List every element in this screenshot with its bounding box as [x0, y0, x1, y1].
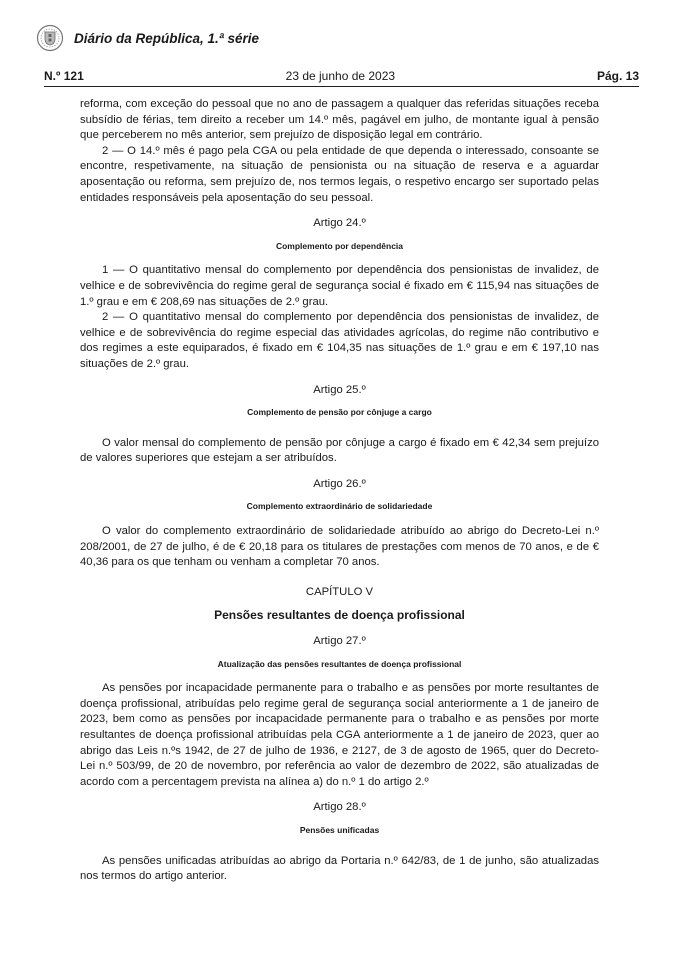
journal-title: Diário da República, 1.ª série — [74, 30, 260, 46]
chapter-title: Pensões resultantes de doença profissional — [214, 608, 465, 623]
page-number: Pág. 13 — [596, 69, 639, 83]
article-28-paragraph-1: As pensões unificadas atribuídas ao abrigo da Portaria n.º 642/83, de 1 de junho, são atualizadas nos termos do artigo anterior. — [80, 854, 599, 883]
article-24-title: Artigo 24.º — [313, 217, 366, 230]
article-28-title: Artigo 28.º — [313, 801, 366, 814]
article-24-paragraph-2: 2 — O quantitativo mensal do complemento por dependência dos pensionistas de invalidez, de velhice e de sobrevivência do regime especial das atividades agrícolas, do regime não contributivo e dos regimes a este equiparados, é fixado em € 104,35 nas situações de 1.º grau e em € 197,10 nas situações de 2.º grau. — [80, 311, 599, 370]
article-25-title: Artigo 25.º — [313, 383, 366, 396]
article-27-heading: Atualização das pensões resultantes de doença profissional — [217, 658, 462, 669]
paragraph-item-2: 2 — O 14.º mês é pago pela CGA ou pela entidade de que dependa o interessado, consoante se encontre, respetivamente, na situação de pensionista ou na situação de reserva e a aguardar aposentação ou reforma, sem prejuízo de, nos termos legais, o respetivo encargo ser suportado pelas entidades responsáveis pela aposentação do seu pessoal. — [80, 144, 599, 204]
issue-date: 23 de junho de 2023 — [285, 69, 396, 83]
document-body — [80, 97, 599, 885]
article-26-paragraph-1: O valor do complemento extraordinário de solidariedade atribuído ao abrigo do Decreto-Lei n.º 208/2001, de 27 de julho, é de € 20,18 para os titulares de prestações com menos de 70 anos, e de € 40,36 para os que tenham ou venham a completar 70 anos. — [80, 525, 599, 569]
article-24-heading: Complemento por dependência — [275, 240, 404, 251]
masthead — [36, 22, 259, 54]
issue-number: N.º 121 — [44, 69, 84, 83]
article-24-paragraph-1: 1 — O quantitativo mensal do complemento por dependência dos pensionistas de invalidez, de velhice e de sobrevivência do regime geral de segurança social é fixado em € 115,94 nas situações de 1.º grau e em € 208,69 nas situações de 2.º grau. — [80, 264, 599, 308]
page-header — [44, 66, 639, 87]
article-25-paragraph-1: O valor mensal do complemento de pensão por cônjuge a cargo é fixado em € 42,34 sem prejuízo de valores superiores que estejam a ser atribuídos. — [80, 436, 599, 465]
article-26-heading: Complemento extraordinário de solidariedade — [246, 501, 433, 512]
paragraph-continuation: reforma, com exceção do pessoal que no ano de passagem a qualquer das referidas situações receba subsídio de férias, tem direito a receber um 14.º mês, pagável em julho, de montante igual à pensão que perceberem no mês anterior, sem prejuízo de disposição legal em contrário. — [80, 98, 599, 142]
article-27-paragraph-1: As pensões por incapacidade permanente para o trabalho e as pensões por morte resultantes de doença profissional, atribuídas pelo regime geral de segurança social anteriormente a 1 de janeiro de 2023, bem como as pensões por incapacidade permanente para o trabalho e as pensões por morte resultantes de doença profissional atribuídas pela CGA anteriormente a 1 de janeiro de 2023, quer ao abrigo das Leis n.ºs 1942, de 27 de julho de 1936, e 2127, de 3 de agosto de 1965, quer do Decreto-Lei n.º 503/99, de 20 de novembro, por referência ao valor de dezembro de 2022, são atualizadas de acordo com a percentagem prevista na alínea a) do n.º 1 do artigo 2.º — [80, 682, 599, 788]
article-26-title: Artigo 26.º — [313, 477, 366, 490]
article-27-title: Artigo 27.º — [313, 635, 366, 648]
article-25-heading: Complemento de pensão por cônjuge a cargo — [247, 407, 432, 418]
coat-of-arms-icon — [36, 24, 64, 52]
article-28-heading: Pensões unificadas — [299, 824, 380, 835]
chapter-label: CAPÍTULO V — [305, 585, 374, 598]
